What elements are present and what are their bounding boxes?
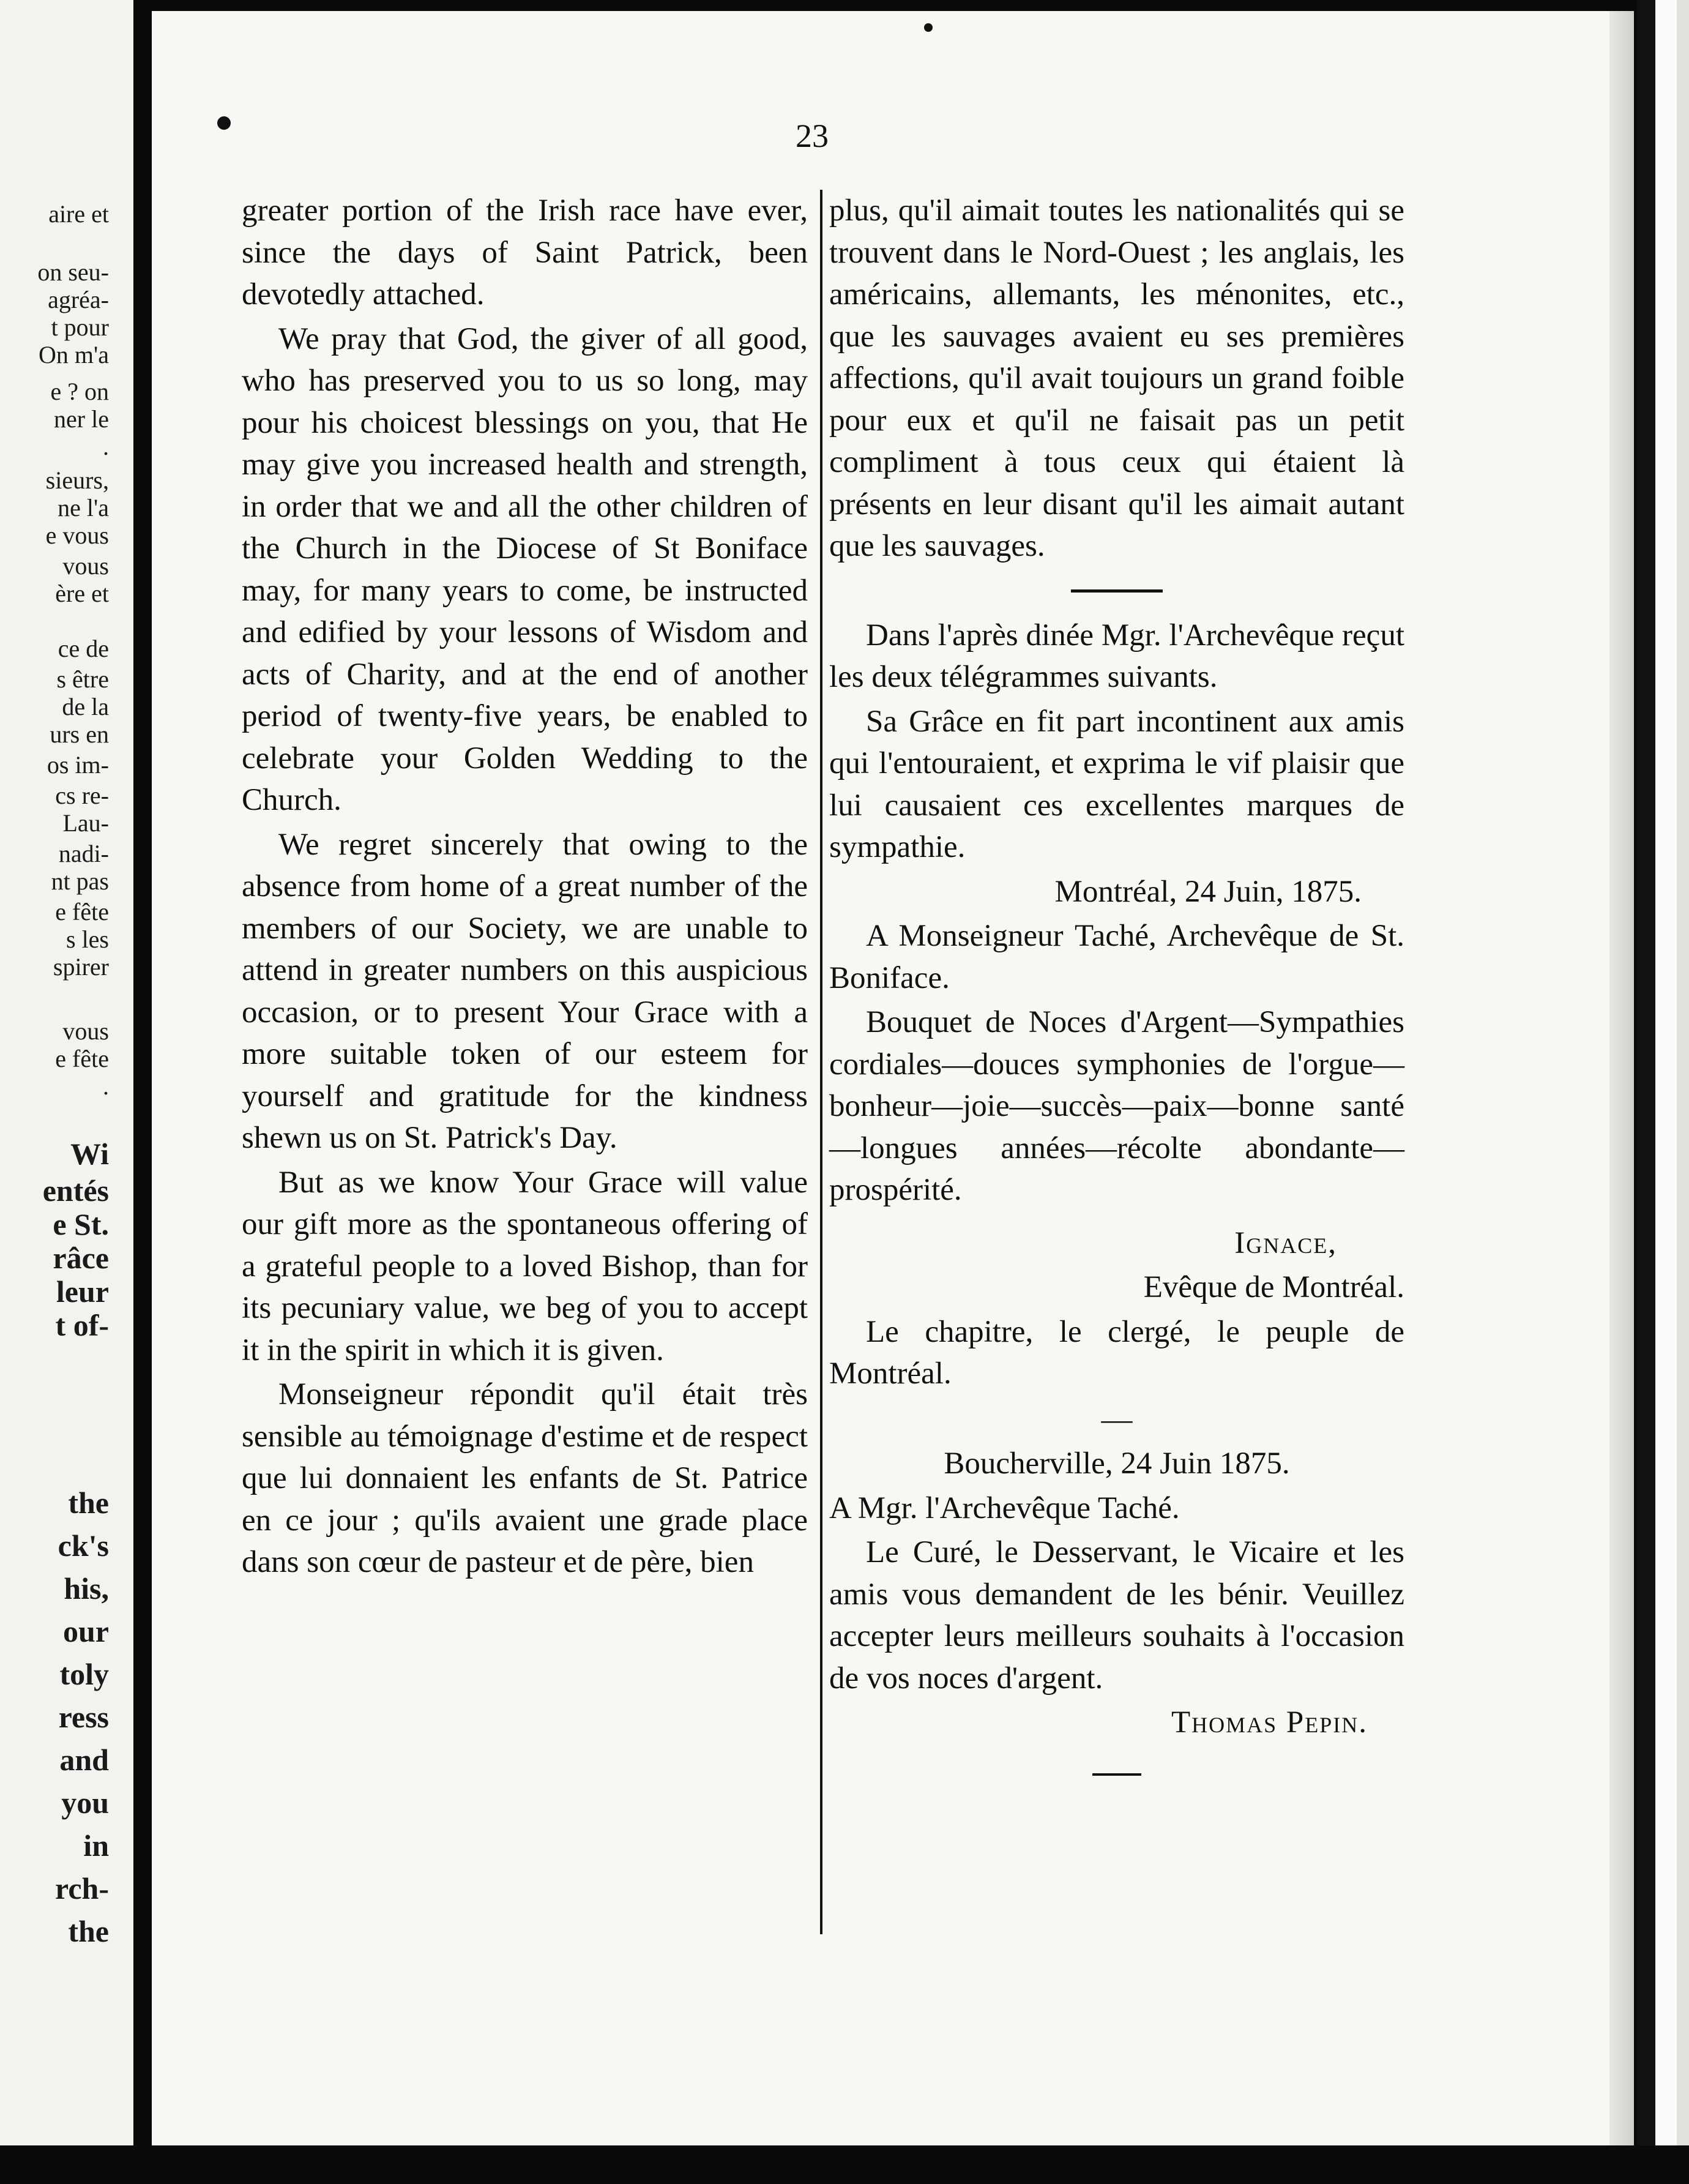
prev-page-fragment: urs en bbox=[50, 720, 109, 748]
prev-page-fragment: entés bbox=[42, 1173, 109, 1208]
prev-page-fragment: nt pas bbox=[51, 867, 109, 895]
prev-page-fragment: ne l'a bbox=[58, 494, 109, 522]
prev-page-fragment: ck's bbox=[58, 1528, 109, 1563]
telegram-dateline: Boucherville, 24 Juin 1875. bbox=[944, 1446, 1290, 1481]
prev-page-fragment: agréa- bbox=[48, 286, 109, 313]
separator-dash: — bbox=[1101, 1402, 1133, 1437]
page-number: 23 bbox=[796, 118, 829, 154]
prev-page-fragment: cs re- bbox=[55, 782, 109, 809]
prev-page-fragment: t of- bbox=[55, 1308, 109, 1342]
column-divider bbox=[820, 190, 822, 1934]
prev-page-fragment: in bbox=[83, 1828, 109, 1863]
previous-page-margin bbox=[0, 0, 133, 2145]
prev-page-fragment: Wi bbox=[70, 1137, 109, 1171]
prev-page-fragment: e vous bbox=[45, 522, 109, 549]
telegram-signature-name: Ignace, bbox=[1234, 1225, 1337, 1260]
prev-page-fragment: s être bbox=[56, 665, 109, 693]
ink-speck bbox=[217, 116, 231, 130]
ink-speck bbox=[924, 23, 933, 32]
prev-page-fragment: nadi- bbox=[58, 840, 109, 867]
prev-page-fragment: vous bbox=[62, 1017, 109, 1045]
prev-page-fragment: leur bbox=[56, 1274, 109, 1309]
scan-bottom-border bbox=[0, 2145, 1689, 2184]
prev-page-fragment: the bbox=[68, 1486, 109, 1520]
telegram-postscript: Le chapitre, le clergé, le peuple de Montréal. bbox=[829, 1314, 1404, 1391]
prev-page-fragment: e fête bbox=[55, 898, 109, 926]
prev-page-fragment: sieurs, bbox=[45, 466, 109, 494]
prev-page-fragment: and bbox=[59, 1743, 109, 1777]
section-rule bbox=[1071, 589, 1163, 593]
prev-page-fragment: t pour bbox=[51, 313, 109, 341]
prev-page-fragment: on seu- bbox=[37, 258, 109, 286]
book-gutter bbox=[133, 0, 152, 2184]
prev-page-fragment: os im- bbox=[47, 751, 109, 779]
paragraph: We pray that God, the giver of all good, who has preserved you to us so long, may pour his choicest blessings on you, that He may give you increased health and strength, in order that we and all the other children of the Church in the Diocese of St Boniface may, for many years to come, be instructed and edified by your lessons of Wisdom and acts of Charity, and at the end of another period of twenty-five years, be enabled to celebrate your Golden Wedding to the Church. bbox=[242, 321, 808, 817]
end-rule bbox=[1092, 1773, 1141, 1776]
prev-page-fragment: vous bbox=[62, 552, 109, 580]
prev-page-fragment: e ? on bbox=[50, 378, 109, 405]
telegram-dateline: Montréal, 24 Juin, 1875. bbox=[1054, 874, 1362, 909]
prev-page-fragment: râce bbox=[53, 1241, 109, 1275]
telegram-address: A Mgr. l'Archevêque Taché. bbox=[829, 1490, 1180, 1525]
telegram-signature: Thomas Pepin. bbox=[1171, 1705, 1368, 1740]
paragraph-continuation: plus, qu'il aimait toutes les nationalités qui se trouvent dans le Nord-Ouest ; les anglais, les américains, allemants, les ménonites, etc., que les sauvages avaient eu ses premières affections, qu'il avait toujours un grand foible pour eux et qu'il ne faisait pas un petit compliment à tous ceux qui étaient là présents en leur disant qu'il les aimait autant que les sauvages. bbox=[829, 193, 1404, 563]
paragraph: Dans l'après dinée Mgr. l'Archevêque reçut les deux télégrammes suivants. bbox=[829, 618, 1404, 694]
paragraph: Sa Grâce en fit part incontinent aux amis qui l'entouraient, et exprima le vif plaisir que lui causaient ces excellentes marques de sympathie. bbox=[829, 704, 1404, 864]
prev-page-fragment: the bbox=[68, 1914, 109, 1948]
right-column bbox=[829, 190, 1404, 1798]
prev-page-fragment: On m'a bbox=[39, 341, 109, 368]
prev-page-fragment: ce de bbox=[58, 635, 109, 662]
left-column bbox=[242, 190, 808, 1584]
prev-page-fragment: our bbox=[63, 1614, 109, 1648]
prev-page-fragment: aire et bbox=[48, 200, 109, 228]
paragraph: We regret sincerely that owing to the absence from home of a great number of the members of our Society, we are unable to attend in greater numbers on this auspicious occasion, or to present Your Grace with a more suitable token of our esteem for yourself and gratitude for the kindness shewn us on St. Patrick's Day. bbox=[242, 827, 808, 1155]
telegram-signature-title: Evêque de Montréal. bbox=[1143, 1270, 1404, 1304]
telegram-address: A Monseigneur Taché, Archevêque de St. Boniface. bbox=[829, 919, 1404, 995]
prev-page-fragment: de la bbox=[62, 693, 109, 720]
prev-page-fragment: ère et bbox=[55, 580, 109, 607]
prev-page-fragment: . bbox=[103, 1072, 109, 1100]
prev-page-fragment: rch- bbox=[55, 1871, 109, 1905]
prev-page-fragment: you bbox=[61, 1786, 109, 1820]
page-edge-bar bbox=[1637, 0, 1655, 2184]
paragraph-continuation: greater portion of the Irish race have ever, since the days of Saint Patrick, been devotedly attached. bbox=[242, 193, 808, 312]
prev-page-fragment: ner le bbox=[54, 405, 109, 433]
telegram-body: Le Curé, le Desservant, le Vicaire et les amis vous demandent de les bénir. Veuillez accepter leurs meilleurs souhaits à l'occasion de vos noces d'argent. bbox=[829, 1535, 1404, 1696]
prev-page-fragment: toly bbox=[59, 1657, 109, 1691]
prev-page-fragment: ress bbox=[58, 1700, 109, 1734]
prev-page-fragment: . bbox=[103, 433, 109, 460]
prev-page-fragment: spirer bbox=[53, 953, 109, 981]
paragraph: But as we know Your Grace will value our gift more as the spontaneous offering of a grateful people to a loved Bishop, than for its pecuniary value, we beg of you to accept it in the spirit in which it is given. bbox=[242, 1165, 808, 1367]
page-edge-shadow bbox=[1609, 11, 1634, 2147]
prev-page-fragment: Lau- bbox=[62, 809, 109, 837]
prev-page-fragment: e fête bbox=[55, 1045, 109, 1072]
next-page-edge-shade bbox=[1677, 0, 1689, 2184]
prev-page-fragment: s les bbox=[66, 926, 109, 953]
prev-page-fragment: his, bbox=[64, 1571, 109, 1606]
prev-page-fragment: e St. bbox=[53, 1207, 109, 1241]
telegram-body: Bouquet de Noces d'Argent—Sympathies cordiales—douces symphonies de l'orgue—bonheur—joie—succès—paix—bonne santé—longues années—récolte abondante—prospérité. bbox=[829, 1005, 1404, 1207]
paragraph: Monseigneur répondit qu'il était très sensible au témoignage d'estime et de respect que lui donnaient les enfants de St. Patrice en ce jour ; qu'ils avaient une grade place dans son cœur de pasteur et de père, bien bbox=[242, 1377, 808, 1579]
